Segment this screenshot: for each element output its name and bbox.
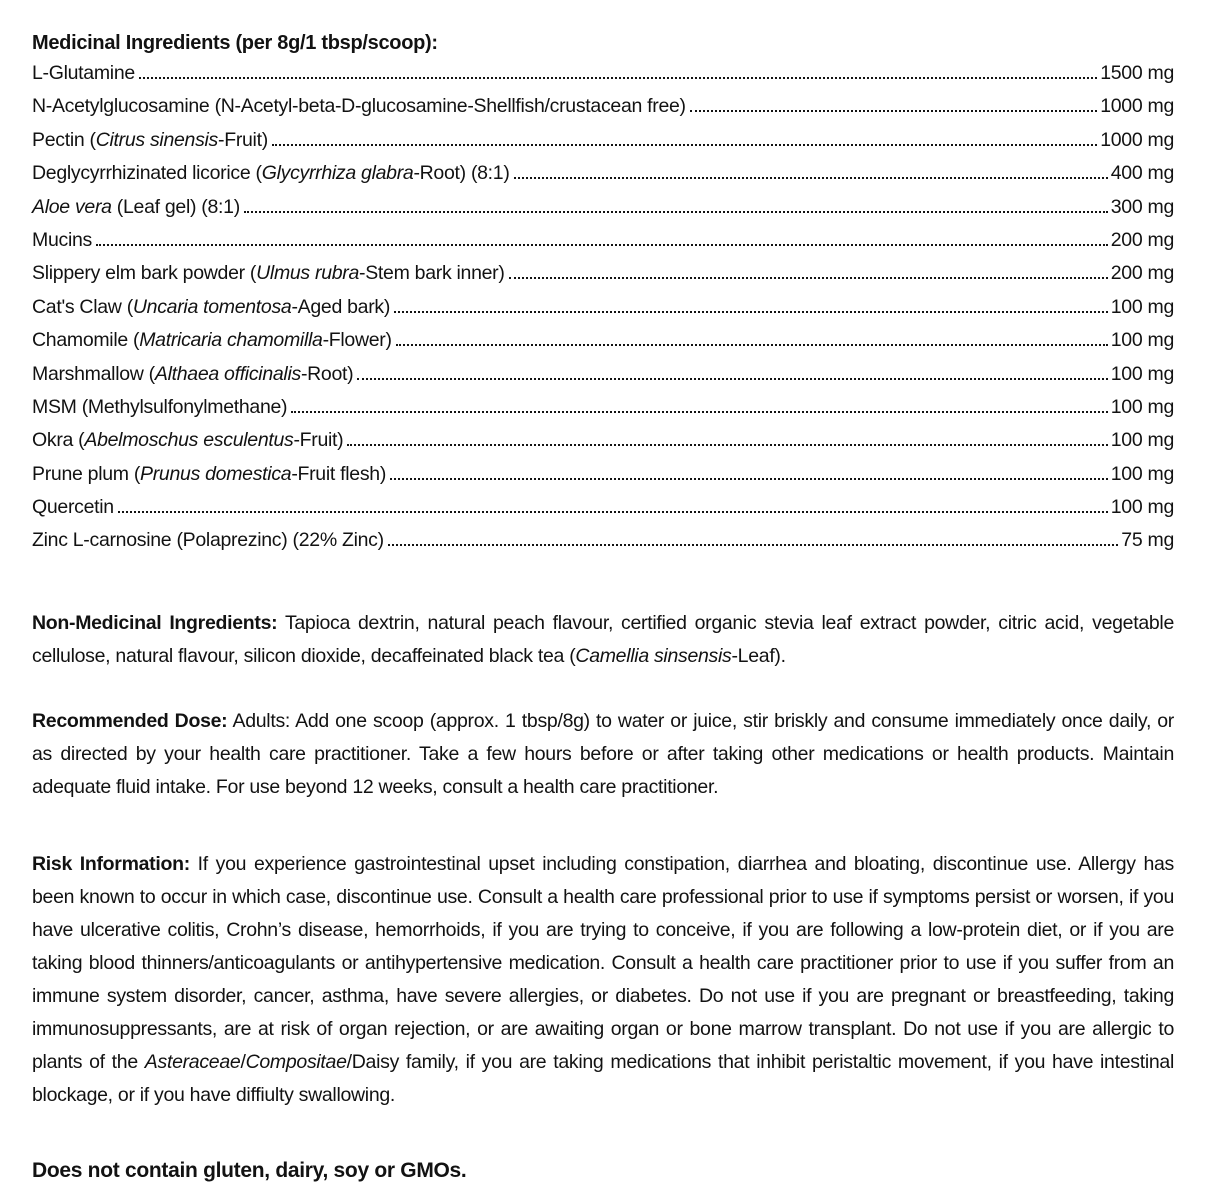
dot-leader: [118, 511, 1108, 513]
dot-leader: [514, 177, 1108, 179]
ingredient-row: [32, 129, 1174, 162]
non-medicinal-section: [32, 607, 1174, 673]
ingredient-name: Chamomile (Matricaria chamomilla-Flower): [32, 329, 392, 352]
ingredient-name: Cat's Claw (Uncaria tomentosa-Aged bark): [32, 295, 391, 318]
ingredient-name: L-Glutamine: [32, 62, 135, 84]
ingredient-amount: 100 mg: [1110, 496, 1174, 519]
ingredient-row: [32, 396, 1174, 429]
ingredient-amount: 300 mg: [1110, 195, 1174, 218]
dot-leader: [244, 211, 1108, 213]
dot-leader: [396, 344, 1108, 346]
risk-information-paragraph: [32, 848, 1174, 1112]
dot-leader: [291, 411, 1108, 413]
ingredient-amount: 100 mg: [1110, 462, 1174, 485]
medicinal-ingredients-heading: Medicinal Ingredients (per 8g/1 tbsp/scoop):: [32, 32, 438, 54]
ingredient-amount: 200 mg: [1110, 228, 1174, 251]
ingredient-row: [32, 95, 1174, 128]
risk-information-text: If you experience gastrointestinal upset including constipation, diarrhea and bloating, discontinue use. Allergy has been known to occur in which case, discontinue use. Consult a health care professional prior to use if symptoms persist or worsen, if you have ulcerative colitis, Crohn’s disease, hemorrhoids, if you are trying to conceive, if you are following a low-protein diet, or if you are taking blood thinners/anticoagulants or antihypertensive medication. Consult a health care practitioner prior to use if you suffer from an immune system disorder, cancer, asthma, have severe allergies, or diabetes. Do not use if you are pregnant or breastfeeding, taking immunosuppressants, are at risk of organ rejection, or are awaiting organ or bone marrow transplant. Do not use if you are allergic to plants of the Asteraceae/Compositae/Daisy family, if you are taking medications that inhibit peristaltic movement, if you have intestinal blockage, or if you have diffiulty swallowing.: [32, 852, 1175, 1106]
ingredient-amount: 1000 mg: [1100, 128, 1174, 151]
risk-information-label: Risk Information:: [32, 852, 190, 875]
dot-leader: [272, 144, 1097, 146]
risk-information-section: [32, 848, 1174, 1112]
dot-leader: [394, 311, 1108, 313]
ingredient-name: Prune plum (Prunus domestica-Fruit flesh): [32, 462, 387, 485]
ingredient-row: [32, 329, 1174, 362]
recommended-dose-section: [32, 705, 1174, 804]
dot-leader: [388, 544, 1118, 546]
ingredient-amount: 100 mg: [1110, 329, 1174, 352]
ingredient-name: Aloe vera (Leaf gel) (8:1): [32, 195, 240, 218]
dot-leader: [690, 110, 1097, 112]
ingredient-row: [32, 529, 1174, 562]
ingredient-amount: 100 mg: [1110, 362, 1174, 385]
ingredient-name: Zinc L-carnosine (Polaprezinc) (22% Zinc): [32, 529, 384, 552]
dot-leader: [96, 244, 1108, 246]
contains-statement: Does not contain gluten, dairy, soy or GMOs.: [32, 1158, 467, 1182]
ingredient-name: Quercetin: [32, 496, 114, 519]
dot-leader: [347, 444, 1107, 446]
dot-leader: [357, 378, 1107, 380]
ingredient-name: N-Acetylglucosamine (N-Acetyl-beta-D-glucosamine-Shellfish/crustacean free): [32, 95, 686, 118]
medicinal-ingredients-list: [32, 62, 1174, 563]
ingredient-name: Slippery elm bark powder (Ulmus rubra-Stem bark inner): [32, 262, 505, 285]
ingredient-amount: 75 mg: [1121, 529, 1174, 552]
ingredient-row: [32, 196, 1174, 229]
non-medicinal-label: Non-Medicinal Ingredients:: [32, 611, 278, 634]
ingredient-amount: 100 mg: [1110, 429, 1174, 452]
ingredient-row: [32, 62, 1174, 95]
ingredient-name: Mucins: [32, 228, 92, 251]
ingredient-row: [32, 463, 1174, 496]
ingredient-row: [32, 162, 1174, 195]
ingredient-row: [32, 363, 1174, 396]
ingredient-name: Marshmallow (Althaea officinalis-Root): [32, 362, 354, 385]
ingredient-name: Deglycyrrhizinated licorice (Glycyrrhiza glabra-Root) (8:1): [32, 162, 510, 185]
dot-leader: [509, 277, 1108, 279]
ingredient-amount: 200 mg: [1110, 262, 1174, 285]
ingredient-amount: 1500 mg: [1100, 62, 1174, 84]
ingredient-amount: 100 mg: [1110, 295, 1174, 318]
recommended-dose-text: Adults: Add one scoop (approx. 1 tbsp/8g) to water or juice, stir briskly and consume immediately once daily, or as directed by your health care practitioner. Take a few hours before or after taking other medications or health products. Maintain adequate fluid intake. For use beyond 12 weeks, consult a health care practitioner.: [32, 709, 1174, 798]
medicinal-ingredients-section: [32, 28, 1174, 563]
ingredient-name: Okra (Abelmoschus esculentus-Fruit): [32, 429, 344, 452]
recommended-dose-paragraph: [32, 705, 1174, 804]
non-medicinal-text: Tapioca dextrin, natural peach flavour, certified organic stevia leaf extract powder, citric acid, vegetable cellulose, natural flavour, silicon dioxide, decaffeinated black tea (Camellia sinsensis-Leaf).: [32, 611, 1175, 667]
ingredient-row: [32, 262, 1174, 295]
ingredient-row: [32, 429, 1174, 462]
ingredient-name: MSM (Methylsulfonylmethane): [32, 395, 288, 418]
ingredient-row: [32, 229, 1174, 262]
ingredient-name: Pectin (Citrus sinensis-Fruit): [32, 128, 268, 151]
ingredient-row: [32, 496, 1174, 529]
ingredient-amount: 400 mg: [1110, 162, 1174, 185]
recommended-dose-label: Recommended Dose:: [32, 709, 228, 732]
ingredient-amount: 1000 mg: [1100, 95, 1174, 118]
dot-leader: [390, 478, 1108, 480]
non-medicinal-paragraph: [32, 607, 1174, 673]
ingredient-amount: 100 mg: [1110, 395, 1174, 418]
dot-leader: [139, 77, 1097, 79]
ingredient-row: [32, 296, 1174, 329]
